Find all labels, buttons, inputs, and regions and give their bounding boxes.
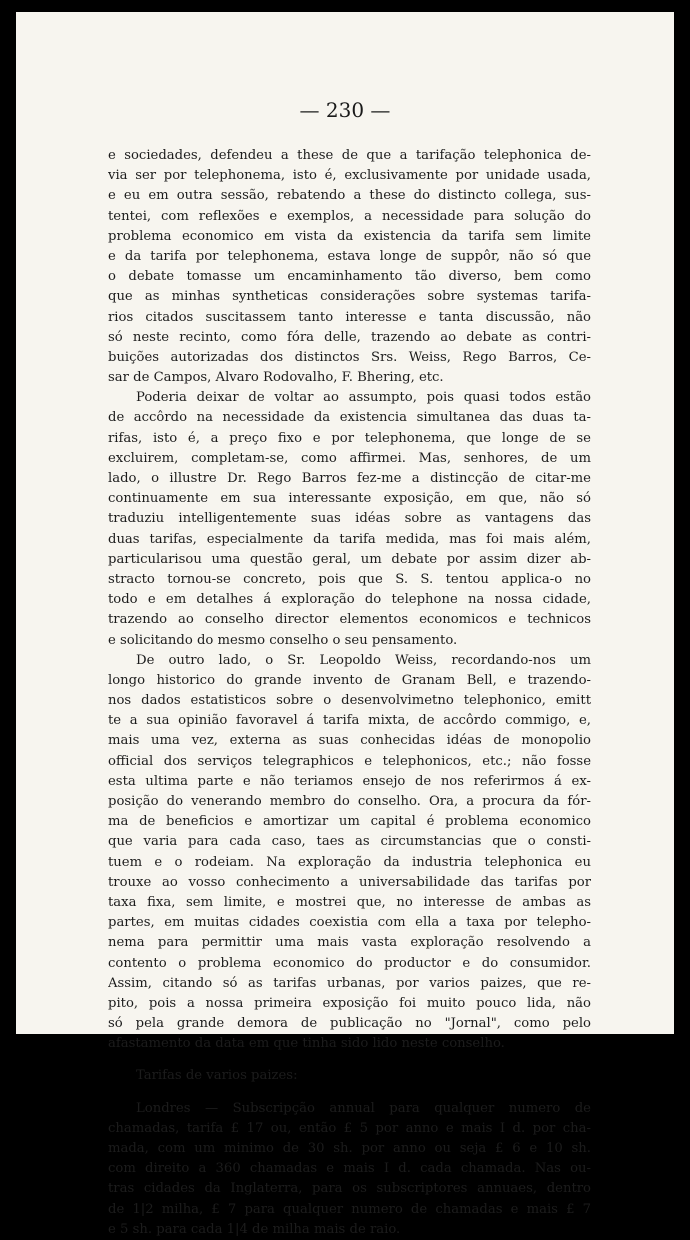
paragraph bbox=[108, 1099, 591, 1240]
text-line: ma de beneficios e amortizar um capital é problema economico bbox=[108, 814, 591, 830]
text-line: Londres — Subscripção annual para qualquer numero de bbox=[136, 1100, 591, 1116]
text-line: stracto tornou-se concreto, pois que S. S. tentou applica-o no bbox=[108, 571, 591, 587]
text-line: esta ultima parte e não teriamos ensejo de nos referirmos á ex- bbox=[108, 773, 591, 789]
text-line: de 1|2 milha, £ 7 para qualquer numero de chamadas e mais £ 7 bbox=[108, 1201, 591, 1217]
text-line: duas tarifas, especialmente da tarifa medida, mas foi mais além, bbox=[108, 531, 591, 547]
text-line: partes, em muitas cidades coexistia com ella a taxa por telepho- bbox=[108, 915, 591, 931]
text-line: Assim, citando só as tarifas urbanas, por varios paizes, que re- bbox=[108, 975, 591, 991]
text-line: official dos serviços telegraphicos e telephonicos, etc.; não fosse bbox=[108, 753, 591, 769]
text-line: de accôrdo na necessidade da existencia simultanea das duas ta- bbox=[108, 410, 591, 426]
text-line: lado, o illustre Dr. Rego Barros fez-me a distincção de citar-me bbox=[108, 471, 591, 486]
text-line: só pela grande demora de publicação no "Jornal", como pelo bbox=[108, 1016, 591, 1032]
text-line: afastamento da data em que tinha sido lido neste conselho. bbox=[108, 1036, 505, 1052]
text-line: só neste recinto, como fóra delle, trazendo ao debate as contri- bbox=[108, 329, 591, 345]
text-line: e sociedades, defendeu a these de que a tarifação telephonica de- bbox=[108, 148, 591, 163]
text-line: traduziu intelligentemente suas idéas sobre as vantagens das bbox=[108, 511, 591, 527]
text-line: rios citados suscitassem tanto interesse e tanta discussão, não bbox=[108, 309, 591, 325]
text-line: que varia para cada caso, taes as circumstancias que o consti- bbox=[108, 834, 591, 850]
text-line: e 5 sh. para cada 1|4 de milha mais de raio. bbox=[108, 1221, 401, 1237]
text-line: e solicitando do mesmo conselho o seu pensamento. bbox=[108, 632, 458, 648]
text-line: nema para permittir uma mais vasta exploração resolvendo a bbox=[108, 935, 591, 951]
paragraph bbox=[108, 1066, 591, 1086]
text-line: longo historico do grande invento de Granam Bell, e trazendo- bbox=[108, 672, 591, 688]
text-line: te a sua opinião favoravel á tarifa mixta, de accôrdo commigo, e, bbox=[108, 713, 591, 729]
text-line: o debate tomasse um encaminhamento tão diverso, bem como bbox=[108, 269, 591, 285]
text-line: taxa fixa, sem limite, e mostrei que, no interesse de ambas as bbox=[108, 894, 591, 910]
text-line: trazendo ao conselho director elementos economicos e technicos bbox=[108, 612, 591, 628]
text-line: problema economico em vista da existencia da tarifa sem limite bbox=[108, 228, 591, 244]
text-line: com direito a 360 chamadas e mais I d. cada chamada. Nas ou- bbox=[108, 1161, 591, 1177]
text-line: pito, pois a nossa primeira exposição foi muito pouco lida, não bbox=[108, 995, 591, 1011]
text-line: nos dados estatisticos sobre o desenvolvimetno telephonico, emitt bbox=[108, 693, 591, 709]
body-text bbox=[108, 146, 591, 1240]
text-line: trouxe ao vosso conhecimento a universabilidade das tarifas por bbox=[108, 874, 591, 890]
text-line: Poderia deixar de voltar ao assumpto, pois quasi todos estão bbox=[136, 390, 591, 406]
text-line: mada, com um minimo de 30 sh. por anno ou seja £ 6 e 10 sh. bbox=[108, 1141, 591, 1156]
text-line: continuamente em sua interessante exposição, em que, não só bbox=[108, 491, 591, 507]
paragraph bbox=[108, 388, 591, 650]
text-line: e eu em outra sessão, rebatendo a these do distincto collega, sus- bbox=[108, 188, 591, 204]
paragraph-gap bbox=[108, 1054, 591, 1066]
text-line: todo e em detalhes á exploração do telephone na nossa cidade, bbox=[108, 592, 591, 608]
text-line: tentei, com reflexões e exemplos, a necessidade para solução do bbox=[108, 208, 591, 224]
text-line: tras cidades da Inglaterra, para os subscriptores annuaes, dentro bbox=[108, 1181, 591, 1197]
text-line: que as minhas syntheticas considerações sobre systemas tarifa- bbox=[108, 289, 591, 305]
text-line: buições autorizadas dos distinctos Srs. Weiss, Rego Barros, Ce- bbox=[108, 349, 591, 365]
text-line: Tarifas de varios paizes: bbox=[136, 1068, 298, 1084]
paragraph bbox=[108, 651, 591, 1055]
text-line: contento o problema economico do productor e do consumidor. bbox=[108, 955, 591, 971]
text-line: chamadas, tarifa £ 17 ou, então £ 5 por anno e mais I d. por cha- bbox=[108, 1120, 591, 1136]
text-line: sar de Campos, Alvaro Rodovalho, F. Bhering, etc. bbox=[108, 370, 444, 386]
paragraph-gap bbox=[108, 1087, 591, 1099]
text-line: e da tarifa por telephonema, estava longe de suppôr, não só que bbox=[108, 248, 591, 264]
text-line: posição do venerando membro do conselho. Ora, a procura da fór- bbox=[108, 794, 591, 809]
document-page bbox=[16, 12, 674, 1237]
text-line: excluirem, completam-se, como affirmei. Mas, senhores, de um bbox=[108, 450, 591, 466]
text-line: mais uma vez, externa as suas conhecidas idéas de monopolio bbox=[108, 733, 591, 749]
paragraph bbox=[108, 146, 591, 388]
text-line: via ser por telephonema, isto é, exclusivamente por unidade usada, bbox=[108, 168, 591, 184]
text-line: tuem e o rodeiam. Na exploração da industria telephonica eu bbox=[108, 854, 591, 870]
page-number: — 230 — bbox=[299, 98, 391, 122]
text-line: rifas, isto é, a preço fixo e por telephonema, que longe de se bbox=[108, 430, 591, 446]
text-line: De outro lado, o Sr. Leopoldo Weiss, recordando-nos um bbox=[136, 652, 591, 668]
text-line: particularisou uma questão geral, um debate por assim dizer ab- bbox=[108, 551, 591, 567]
